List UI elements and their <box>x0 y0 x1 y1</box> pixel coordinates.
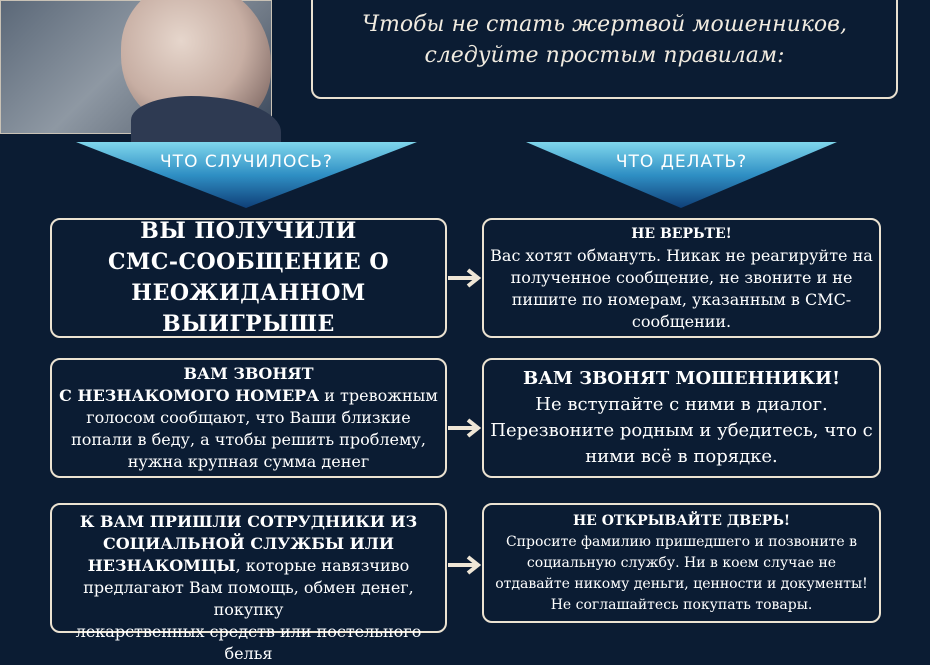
action-call-title: ВАМ ЗВОНЯТ МОШЕННИКИ! <box>523 368 840 389</box>
intro-line-2: следуйте простым правилам: <box>424 43 785 68</box>
situation-call-line-4: нужна крупная сумма денег <box>127 452 370 471</box>
situation-visitors-title-1: К ВАМ ПРИШЛИ СОТРУДНИКИ ИЗ <box>79 512 418 531</box>
situation-visitors-line-2: предлагают Вам помощь, обмен денег, покупку <box>83 578 414 619</box>
action-sms-line-3: пишите по номерам, указанным в СМС- <box>511 289 852 309</box>
situation-visitors-title-2: СОЦИАЛЬНОЙ СЛУЖБЫ ИЛИ <box>102 534 395 553</box>
header-right-label: ЧТО ДЕЛАТЬ? <box>615 152 748 172</box>
action-call-line-3: ними всё в порядке. <box>585 446 778 467</box>
arrow-right-icon <box>446 418 484 438</box>
action-box-sms <box>482 218 881 338</box>
arrow-right-icon <box>446 268 484 288</box>
situation-call-title-1: ВАМ ЗВОНЯТ <box>183 364 314 383</box>
situation-box-visitors <box>50 503 447 663</box>
situation-sms-line-3: НЕОЖИДАННОМ ВЫИГРЫШЕ <box>131 280 366 337</box>
arrow-right-icon <box>446 555 484 575</box>
action-visitors-line-1: Спросите фамилию пришедшего и позвоните в <box>505 533 858 550</box>
situation-call-line-1 <box>59 385 438 407</box>
action-box-call <box>482 358 881 478</box>
action-visitors-line-4: Не соглашайтесь покупать товары. <box>550 596 813 613</box>
situation-visitors-title-3: НЕЗНАКОМЦЫ <box>87 556 236 575</box>
situation-visitors-line-3: лекарственных средств или постельного белья <box>75 622 422 663</box>
action-sms-line-2: полученное сообщение, не звоните и не <box>510 267 853 287</box>
action-visitors-line-2: социальную службу. Ни в коем случае не <box>526 554 837 571</box>
situation-box-sms <box>50 218 447 338</box>
action-visitors-line-3: отдавайте никому деньги, ценности и документы! <box>495 575 868 592</box>
action-box-visitors <box>482 503 881 623</box>
elderly-person-photo <box>0 0 272 134</box>
header-left-label: ЧТО СЛУЧИЛОСЬ? <box>160 152 333 172</box>
header-what-to-do <box>526 142 837 208</box>
situation-visitors-line-1 <box>88 555 410 577</box>
action-sms-line-4: сообщении. <box>631 311 732 331</box>
situation-visitors-line-1-rest: , которые навязчиво <box>235 556 410 575</box>
situation-box-call <box>50 358 447 478</box>
situation-sms-line-2: СМС-СООБЩЕНИЕ О <box>107 249 390 275</box>
action-sms-title: НЕ ВЕРЬТЕ! <box>631 225 732 242</box>
action-call-line-1: Не вступайте с ними в диалог. <box>535 394 828 415</box>
situation-call-title-2: С НЕЗНАКОМОГО НОМЕРА <box>59 386 320 405</box>
action-sms-line-1: Вас хотят обмануть. Никак не реагируйте на <box>490 245 873 265</box>
intro-box <box>311 0 898 99</box>
situation-call-line-3: попали в беду, а чтобы решить проблему, <box>71 430 426 449</box>
situation-call-line-1-rest: и тревожным <box>319 386 438 405</box>
action-visitors-title: НЕ ОТКРЫВАЙТЕ ДВЕРЬ! <box>572 512 791 529</box>
situation-sms-line-1: ВЫ ПОЛУЧИЛИ <box>140 218 357 244</box>
intro-line-1: Чтобы не стать жертвой мошенников, <box>362 12 847 37</box>
action-call-line-2: Перезвоните родным и убедитесь, что с <box>490 420 873 441</box>
header-what-happened <box>76 142 417 208</box>
situation-call-line-2: голосом сообщают, что Ваши близкие <box>86 408 411 427</box>
